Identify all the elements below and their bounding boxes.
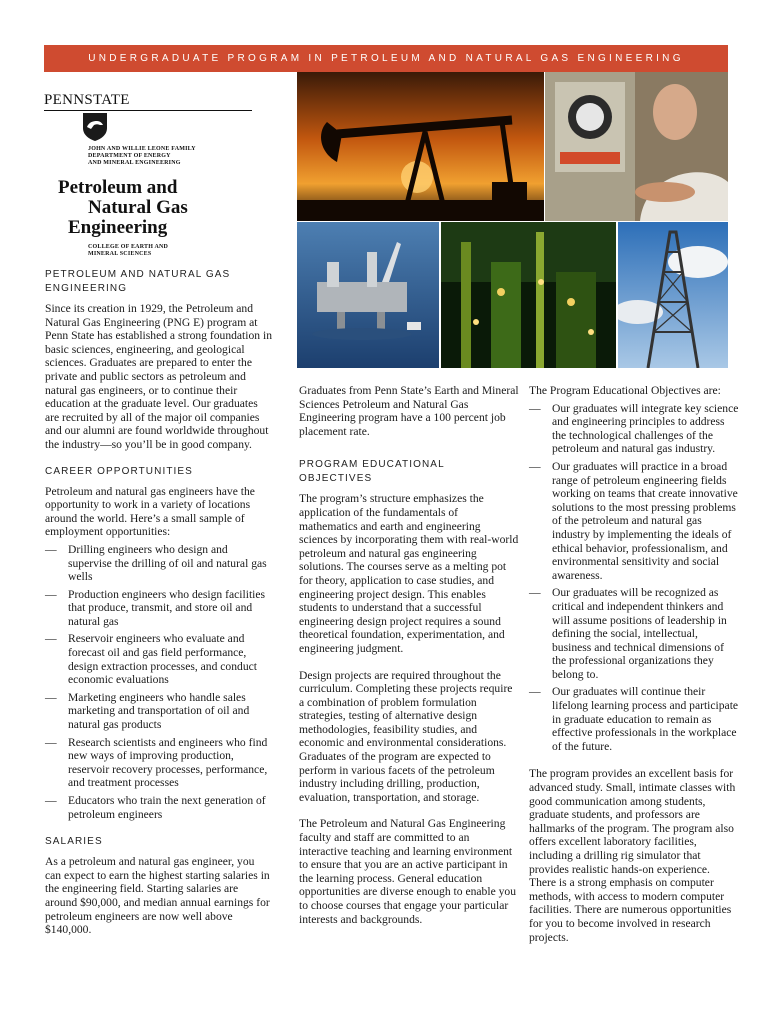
list-item: — Reservoir engineers who evaluate and forecast oil and gas field performance, design extraction processes, and conduct economic evaluations <box>45 632 273 686</box>
logo-rule <box>44 110 252 111</box>
nittany-lion-shield-icon <box>82 112 108 142</box>
offshore-platform-photo <box>297 222 439 368</box>
structure-paragraph: The program’s structure emphasizes the application of the fundamentals of mathematics and earth and engineering sciences by incorporating them with real-world petroleum and natural gas engineering solutions. The courses serve as a melting pot for theory, application to case studies, and engineering project design. This enables students to understand that a successful engineering design project requires a sound theoretical foundation, experimentation, and engineering judgment. <box>299 492 519 655</box>
logo-title-line-3: Engineering <box>68 217 168 238</box>
list-item: — Our graduates will continue their lifelong learning process and participate in graduate education to remain as effective professionals in the workplace of the future. <box>529 685 739 753</box>
faculty-paragraph: The Petroleum and Natural Gas Engineering faculty and staff are committed to an interactive teaching and learning environment to ensure that you are an active participant in the learning process. General education opportunities are diverse enough to enable you to choose courses that engage your particular interests and backgrounds. <box>299 817 516 926</box>
salaries-paragraph: As a petroleum and natural gas engineer, you can expect to earn the highest starting salaries in the engineering field. Starting salaries are around $90,000, and median annual earnings for petroleum engineers are now well above $140,000. <box>45 855 270 937</box>
right-column <box>529 384 739 957</box>
career-intro: Petroleum and natural gas engineers have the opportunity to work in a variety of locations around the world. Here’s a small sample of employment opportunities: <box>45 484 255 539</box>
list-item: — Our graduates will be recognized as critical and independent thinkers and will assume positions of leadership in defining the social, intellectual, business and technical dimensions of the professional organizations they belong to. <box>529 586 739 681</box>
list-item: — Drilling engineers who design and supervise the drilling of oil and natural gas wells <box>45 543 273 584</box>
objectives-heading: PROGRAM EDUCATIONAL OBJECTIVES <box>299 459 445 485</box>
list-item: — Our graduates will practice in a broad range of petroleum engineering fields working on teams that create innovative solutions to the most pressing problems of the petroleum and natural gas industry by implementing the ideals of ethical behavior, professionalism, and environmental sensitivity and social awareness. <box>529 460 739 582</box>
list-item: — Research scientists and engineers who find new ways of improving production, reservoir recovery processes, performance, and treatment processes <box>45 736 273 790</box>
objectives-list <box>529 402 739 754</box>
career-list <box>45 543 273 821</box>
salaries-heading: SALARIES <box>45 836 103 848</box>
intro-heading: PETROLEUM AND NATURAL GAS ENGINEERING <box>45 269 231 294</box>
basis-paragraph: The program provides an excellent basis for advanced study. Small, intimate classes with good communication among students, graduate students, and professors are hallmarks of the program. The program also offers excellent laboratory facilities, including a drilling rig simulator that provides realistic hands-on experience. There is a strong emphasis on computer methods, with access to modern computer facilities. There are numerous opportunities for you to become involved in research projects. <box>529 767 736 944</box>
career-heading: CAREER OPPORTUNITIES <box>45 465 193 477</box>
refinery-night-photo <box>441 222 616 368</box>
list-item: — Educators who train the next generation of petroleum engineers <box>45 794 273 821</box>
middle-column <box>299 384 519 939</box>
department-name: JOHN AND WILLIE LEONE FAMILY DEPARTMENT OF ENERGY AND MINERAL ENGINEERING <box>88 146 196 166</box>
department-logo <box>44 92 256 264</box>
logo-title-line-1: Petroleum and <box>58 177 178 198</box>
logo-title-line-2: Natural Gas <box>88 197 188 218</box>
objectives-intro: The Program Educational Objectives are: <box>529 384 721 397</box>
drilling-derrick-photo <box>618 222 728 368</box>
list-item: — Our graduates will integrate key science and engineering principles to address the technological challenges of the petroleum and natural gas industry. <box>529 402 739 456</box>
lab-engineer-photo <box>545 72 728 221</box>
left-column <box>45 268 273 950</box>
pumpjack-sunset-photo <box>297 72 544 221</box>
intro-paragraph: Since its creation in 1929, the Petroleum and Natural Gas Engineering (PNG E) program at Penn State has established a strong foundation in basic sciences, engineering, and geological sciences. Graduates are prepared to enter the private and public sectors as petroleum and natural gas engineers, or to continue their education at the graduate level. Our graduates are recruited by all of the major oil companies and our alumni are found worldwide throughout the industry—so you’ll be in good company. <box>45 302 273 451</box>
header-banner: UNDERGRADUATE PROGRAM IN PETROLEUM AND NATURAL GAS ENGINEERING <box>44 45 728 72</box>
list-item: — Marketing engineers who handle sales marketing and transportation of oil and natural gas products <box>45 691 273 732</box>
list-item: — Production engineers who design facilities that produce, transmit, and store oil and natural gas <box>45 588 273 629</box>
college-name: COLLEGE OF EARTH AND MINERAL SCIENCES <box>88 244 169 257</box>
design-paragraph: Design projects are required throughout the curriculum. Completing these projects require a combination of problem formulation strategies, testing of alternative design methodologies, feasibility studies, and economic and environmental considerations. Graduates of the program are expected to perform in various facets of the petroleum industry including drilling, production, evaluation, transportation, and storage. <box>299 668 513 804</box>
placement-paragraph: Graduates from Penn State’s Earth and Mineral Sciences Petroleum and Natural Gas Engineering program have a 100 percent job placement rate. <box>299 384 519 438</box>
pennstate-wordmark: PENNSTATE <box>44 92 130 108</box>
